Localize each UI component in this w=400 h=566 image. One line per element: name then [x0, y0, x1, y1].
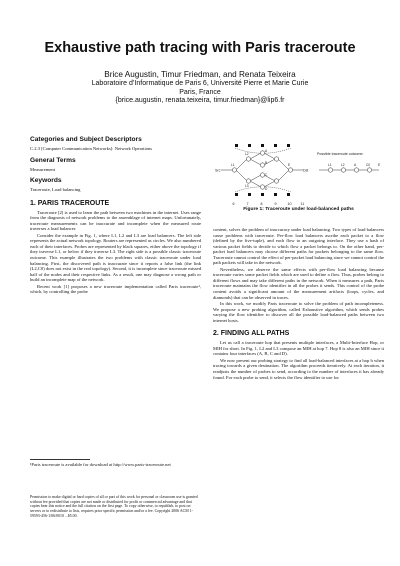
- body-paragraph-1: content, solves the problem of inaccuracy under load balancing. Two types of load balancers cause problems with traceroute. Per-flow load balancers ascribe each packet to a flow (defined by the five-tuple), and each flow to an outgoing interface. They use a hash of various packet fields to decide to which flow a packet belongs to. On the other hand, per-packet load balancers may choose different paths for packets belonging to the same flow. Traceroute cannot control the effect of per-packet load balancing since we cannot control the path packets will take in the network.: [213, 227, 384, 266]
- probe-square: [235, 144, 238, 147]
- probe-square: [261, 193, 264, 196]
- categories-text: C.2.3 [Computer Communication Networks]: Network Operations: [30, 146, 153, 151]
- footnote-text: ¹Paris traceroute is available for download at http://www.paris-traceroute.net: [30, 462, 171, 467]
- body-paragraph-3: In this work, we modify Paris traceroute to solve the problem of path incompleteness. We propose a new probing algorithm, called Exhaustive algorithm, which sends probes varying the flow identifier to discover all the possible load-balanced paths between two internet hosts.: [213, 301, 384, 323]
- intro-paragraph-3: Recent work [1] proposes a new traceroute implementation called Paris traceroute¹, which, by controlling the probe: [30, 283, 201, 295]
- router-node: [232, 168, 236, 172]
- figure-1: [213, 135, 384, 213]
- intro-paragraph-1: Traceroute [2] is used to learn the path between two machines in the internet. Uses range from the diagnosis of network problems to the assemblage of internet maps. Unfortunately, traceroute measurements can be inaccurate and incomplete when the measured route traverses a load balancer.: [30, 209, 201, 232]
- node-labels: [231, 149, 290, 191]
- svg-text:L1: L1: [231, 163, 235, 167]
- svg-text:7: 7: [246, 202, 249, 206]
- router-node: [328, 168, 332, 172]
- body-paragraph-2: Nevertheless, we observe the same effects with per-flow load balancing because traceroute varies some packet fields which are used to define a flow. Thus, probes belong to different flows and may take different paths in the network. When it measures a path, Paris traceroute maintains the flow identifier in all the probes it sends. This control of the probe content avoids a significant amount of the measurement artifacts (loops, cycles, and diamonds) that can be observed in traces.: [213, 266, 384, 300]
- svg-text:10: 10: [287, 202, 292, 206]
- outcome-label: Possible traceroute outcome:: [317, 152, 364, 156]
- permission-notice: Permission to make digital or hard copies of all or part of this work for personal or classroom use is granted without fee provided that copies are not made or distributed for profit or commercial advantage and that copies bear this notice and the full citation on the first page. To copy otherwise, to republish, to post on servers or to redistribute to lists, requires prior specific permission and/or a fee. Copyright 2006 ACM 1-59593-456-1/06/0010 ...$5.00.: [30, 495, 198, 518]
- outcome-node-labels: [328, 163, 380, 167]
- topology-diagram: [213, 135, 384, 209]
- keywords-text: Traceroute, Load balancing: [30, 187, 81, 193]
- author-block: [20, 70, 380, 106]
- probe-square: [274, 144, 277, 147]
- general-terms-text: Measurement: [30, 166, 56, 172]
- router-node: [354, 168, 358, 172]
- router-node: [274, 157, 278, 161]
- svg-text:11: 11: [300, 202, 305, 206]
- svg-text:9: 9: [274, 202, 277, 206]
- probe-square: [235, 193, 238, 196]
- svg-text:L2: L2: [341, 163, 345, 167]
- svg-text:D: D: [265, 187, 268, 191]
- probe-square: [274, 193, 277, 196]
- figure-caption: Figure 1: Traceroute under load-balanced paths: [243, 207, 354, 212]
- affiliation-line-1: Laboratoire d’Informatique de Paris 6, Université Pierre et Marie Curie: [91, 80, 309, 87]
- probe-square: [287, 144, 290, 147]
- router-node: [288, 168, 292, 172]
- general-terms-heading: General Terms: [30, 156, 76, 164]
- svg-text:B: B: [265, 161, 268, 165]
- body-paragraph-5: We now present our probing strategy to find all load-balanced interfaces at a hop h when tracing towards a given destination. The algorithm proceeds iteratively. At each iteration, it readjusts the number of probes to send, according to the number of interfaces it has already found. For each probe to send, it selects the flow identifier to use for: [213, 357, 384, 380]
- svg-text:A: A: [265, 149, 268, 153]
- probe-square: [248, 193, 251, 196]
- author-names: Brice Augustin, Timur Friedman, and Renata Teixeira: [104, 70, 296, 79]
- router-node: [246, 157, 250, 161]
- svg-text:L2: L2: [245, 152, 249, 156]
- svg-text:A: A: [354, 163, 357, 167]
- router-node: [274, 179, 278, 183]
- author-emails: {brice.augustin, renata.teixeira, timur.friedman}@lip6.fr: [115, 97, 285, 105]
- footnote-rule: [30, 459, 90, 460]
- router-node: [367, 168, 371, 172]
- intro-paragraph-2: Consider the example in Fig. 1, where L1, L2 and L3 are load balancers. The left side represents the actual network topology. Routers are represented as circles. We also numbered each of their interfaces. Probes are represented by black squares, either above the topology if they traverse L1, or below if they traverse L3. The right side is a possible classic traceroute outcome. This example illustrates the two problems with classic traceroute under load balancing. First, the discovered path is inaccurate since it reports a false link (the link (L2,C0) does not exist in the real topology). Second, it is incomplete since traceroute missed half of the nodes and their respective links. As a result, one may diagnose a wrong path or build an incomplete map of the network.: [30, 232, 201, 283]
- svg-text:E: E: [288, 163, 291, 167]
- dst-label: Dst: [303, 168, 309, 173]
- keywords-heading: Keywords: [30, 177, 62, 185]
- hop-labels: [233, 202, 305, 206]
- right-column: [213, 227, 384, 381]
- router-node: [341, 168, 345, 172]
- paper-title: Exhaustive path tracing with Paris traceroute: [44, 40, 356, 56]
- body-paragraph-4: Let us call a traceroute hop that presents multiple interfaces, a Multi-Interface Hop, or MIH for short. In Fig. 1, L2 and L3 compose an MIH at hop 7. Hop 8 is also an MIH since it contains four interfaces (A, B, C and D).: [213, 340, 384, 357]
- section-1-heading: 1. PARIS TRACEROUTE: [30, 199, 110, 207]
- svg-text:L1: L1: [328, 163, 332, 167]
- affiliation-line-2: Paris, France: [179, 88, 221, 96]
- router-node: [246, 179, 250, 183]
- probe-square: [287, 193, 290, 196]
- svg-text:8: 8: [260, 202, 263, 206]
- left-column: [30, 136, 201, 296]
- svg-text:C: C: [265, 173, 268, 177]
- svg-text:C0: C0: [366, 163, 371, 167]
- probe-square: [261, 144, 264, 147]
- src-label: Src: [215, 168, 221, 173]
- section-2-heading: 2. FINDING ALL PATHS: [213, 330, 290, 338]
- svg-text:6: 6: [232, 202, 235, 206]
- svg-text:L3: L3: [245, 184, 249, 188]
- footnote: [30, 459, 201, 467]
- svg-text:E: E: [378, 163, 381, 167]
- categories-heading: Categories and Subject Descriptors: [30, 136, 142, 143]
- probe-square: [248, 144, 251, 147]
